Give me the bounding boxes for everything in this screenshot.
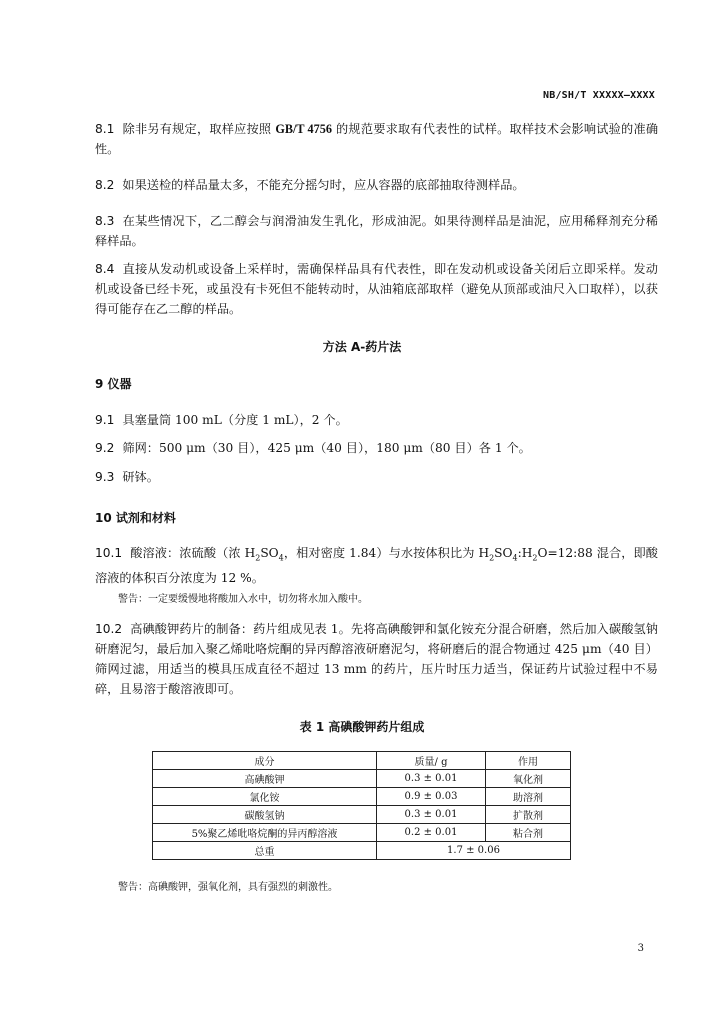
table-cell: 0.3 ± 0.01 xyxy=(377,770,486,788)
header-cell: 作用 xyxy=(486,752,571,770)
table-row xyxy=(153,788,571,806)
table-cell: 粘合剂 xyxy=(486,824,571,842)
clause-9-3 xyxy=(95,467,658,487)
subscript: 2 xyxy=(489,553,495,563)
header-cell: 质量/ g xyxy=(377,752,486,770)
section-9-title: 9 仪器 xyxy=(95,377,132,391)
clause-8-3 xyxy=(95,211,658,251)
table-total-row xyxy=(153,842,571,860)
clause-text: 除非另有规定，取样应按照 xyxy=(122,122,272,136)
clause-text: O=12:88 混合，即酸溶液的体积百分浓度为 12 %。 xyxy=(95,546,658,586)
subscript: 4 xyxy=(512,553,518,563)
table-row xyxy=(153,824,571,842)
clause-number: 8.1 xyxy=(95,122,115,136)
table-header-row xyxy=(153,752,571,770)
header-cell: 成分 xyxy=(153,752,377,770)
clause-number: 9.1 xyxy=(95,413,115,427)
clause-8-1 xyxy=(95,119,658,159)
clause-text: 酸溶液：浓硫酸（浓 H xyxy=(130,546,256,560)
subscript: 2 xyxy=(255,553,261,563)
table-cell: 5%聚乙烯吡咯烷酮的异丙醇溶液 xyxy=(153,824,377,842)
table-row xyxy=(153,770,571,788)
standard-ref: GB/T 4756 xyxy=(275,122,332,136)
clause-number: 8.3 xyxy=(95,214,115,228)
clause-text: :H xyxy=(517,546,533,560)
composition-table xyxy=(152,751,571,860)
table-cell: 扩散剂 xyxy=(486,806,571,824)
section-10-title: 10 试剂和材料 xyxy=(95,511,176,525)
table-cell: 氯化铵 xyxy=(153,788,377,806)
clause-number: 10.2 xyxy=(95,622,123,636)
table-cell: 0.3 ± 0.01 xyxy=(377,806,486,824)
clause-text: SO xyxy=(494,546,513,560)
table-cell: 高碘酸钾 xyxy=(153,770,377,788)
page-number: 3 xyxy=(637,943,644,954)
clause-text: 筛网：500 μm（30 目），425 μm（40 目），180 μm（80 目）各 1 个。 xyxy=(122,441,531,455)
clause-text: 直接从发动机或设备上采样时，需确保样品具有代表性，即在发动机或设备关闭后立即采样。发动机或设备已经卡死，或虽没有卡死但不能转动时，从油箱底部取样（避免从顶部或油尺入口取样），以获得可能存在乙二醇的样品。 xyxy=(95,262,658,316)
clause-text: 如果送检的样品量太多，不能充分摇匀时，应从容器的底部抽取待测样品。 xyxy=(122,178,525,192)
warning-acid: 警告：一定要缓慢地将酸加入水中，切勿将水加入酸中。 xyxy=(118,594,368,605)
clause-number: 8.4 xyxy=(95,262,115,276)
table-cell: 助溶剂 xyxy=(486,788,571,806)
table-cell: 0.9 ± 0.03 xyxy=(377,788,486,806)
warning-oxidizer: 警告：高碘酸钾，强氧化剂，具有强烈的刺激性。 xyxy=(118,882,338,893)
clause-text: 在某些情况下，乙二醇会与润滑油发生乳化，形成油泥。如果待测样品是油泥，应用稀释剂充分稀释样品。 xyxy=(95,214,658,248)
table-cell: 碳酸氢钠 xyxy=(153,806,377,824)
clause-number: 9.3 xyxy=(95,470,115,484)
subscript: 4 xyxy=(278,553,284,563)
clause-10-1 xyxy=(95,543,658,588)
clause-number: 10.1 xyxy=(95,546,123,560)
table-cell: 氧化剂 xyxy=(486,770,571,788)
clause-text: 研钵。 xyxy=(122,470,159,484)
clause-10-2 xyxy=(95,619,658,699)
document-header-code: NB/SH/T XXXXX—XXXX xyxy=(543,90,655,101)
clause-number: 9.2 xyxy=(95,441,115,455)
clause-number: 8.2 xyxy=(95,178,115,192)
table-row xyxy=(153,806,571,824)
total-label: 总重 xyxy=(153,842,377,860)
clause-8-4 xyxy=(95,259,658,319)
table-1-title: 表 1 高碘酸钾药片组成 xyxy=(299,720,425,734)
clause-9-2 xyxy=(95,438,658,458)
clause-text-cont: 的规范要求取有代表性的试样。取样技术会影响试验的准确性。 xyxy=(95,122,659,156)
clause-text: SO xyxy=(260,546,279,560)
clause-8-2 xyxy=(95,175,658,195)
table-cell: 0.2 ± 0.01 xyxy=(377,824,486,842)
clause-text: 具塞量筒 100 mL（分度 1 mL），2 个。 xyxy=(122,413,348,427)
method-title: 方法 A-药片法 xyxy=(322,340,402,354)
clause-text: 高碘酸钾药片的制备：药片组成见表 1。先将高碘酸钾和氯化铵充分混合研磨，然后加入碳酸氢钠研磨泥匀，最后加入聚乙烯吡咯烷酮的异丙醇溶液研磨泥匀，将研磨后的混合物通过 425 μm（40 目）筛网过滤，用适当的模具压成直径不超过 13 mm 的药片，压片时压力适当，保证药片试验过程中不易碎，且易溶于酸溶液即可。 xyxy=(95,622,658,696)
subscript: 2 xyxy=(532,553,538,563)
clause-text: ，相对密度 1.84）与水按体积比为 H xyxy=(283,546,490,560)
clause-9-1 xyxy=(95,410,658,430)
total-value: 1.7 ± 0.06 xyxy=(377,842,571,860)
